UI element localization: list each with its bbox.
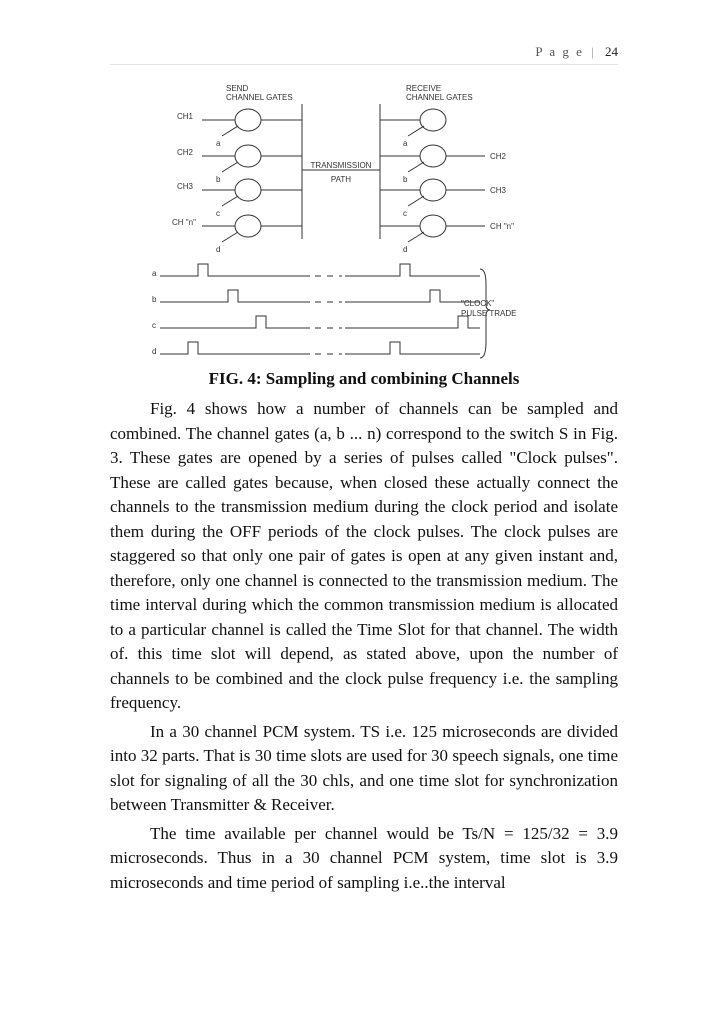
send-gate-a bbox=[235, 109, 261, 131]
right-channel-3: CH3 bbox=[489, 186, 507, 195]
page-label: P a g e bbox=[535, 44, 584, 59]
left-channel-n: CH "n" bbox=[172, 218, 196, 227]
right-channel-n: CH "n" bbox=[490, 222, 514, 231]
gate-letter-b: b bbox=[216, 175, 221, 184]
right-channel-2: CH2 bbox=[489, 152, 507, 161]
receive-gate-a bbox=[420, 109, 446, 131]
receive-gate-b bbox=[420, 145, 446, 167]
transmission-label-2: PATH bbox=[330, 175, 352, 184]
clock-label-1: "CLOCK" bbox=[461, 299, 495, 308]
gate-letter-a: a bbox=[216, 139, 221, 148]
header-rule bbox=[110, 64, 618, 65]
pulse-train-d bbox=[160, 342, 310, 354]
receive-gate-d bbox=[420, 215, 446, 237]
pulse-train-c bbox=[160, 316, 310, 328]
receive-gate-letter-a: a bbox=[403, 139, 408, 148]
gate-letter-c: c bbox=[216, 209, 220, 218]
sampling-diagram bbox=[150, 74, 517, 374]
page-number: 24 bbox=[605, 44, 618, 59]
gate-letter-d: d bbox=[216, 245, 221, 254]
pulse-letter-b: b bbox=[152, 295, 157, 304]
clock-label-2: PULSE TRADE bbox=[461, 309, 517, 318]
receive-gate-letter-d: d bbox=[403, 245, 408, 254]
send-label-2: CHANNEL GATES bbox=[226, 93, 293, 102]
transmission-label-1: TRANSMISSION bbox=[310, 161, 372, 170]
figure-diagram bbox=[150, 74, 517, 374]
receive-gate-letter-b: b bbox=[403, 175, 408, 184]
pulse-letter-a: a bbox=[152, 269, 157, 278]
header-separator: | bbox=[591, 44, 594, 59]
receive-label-2: CHANNEL GATES bbox=[406, 93, 473, 102]
receive-label-1: RECEIVE bbox=[406, 84, 442, 93]
paragraph-2: In a 30 channel PCM system. TS i.e. 125 microseconds are divided into 32 parts. That is 30 time slots are used for 30 speech signals, one time slot for signaling of all the 30 chls, and one time slot for synchronization between Transmitter & Receiver. bbox=[110, 721, 618, 814]
receive-gate-c bbox=[420, 179, 446, 201]
pulse-letter-c: c bbox=[152, 321, 156, 330]
pulse-train-a bbox=[160, 264, 310, 276]
receive-gate-letter-c: c bbox=[403, 209, 407, 218]
left-channel-1: CH1 bbox=[177, 112, 194, 121]
pulse-letter-d: d bbox=[152, 347, 157, 356]
body-text bbox=[110, 397, 618, 899]
send-gate-c bbox=[235, 179, 261, 201]
left-channel-2: CH2 bbox=[177, 148, 194, 157]
figure-caption: FIG. 4: Sampling and combining Channels bbox=[208, 369, 520, 388]
paragraph-1: Fig. 4 shows how a number of channels can be sampled and combined. The channel gates (a, b ... n) correspond to the switch S in Fig. 3. These gates are opened by a series of pulses called "Clock pulses". These are called gates because, when closed these actually connect the channels to the transmission medium during the clock period and isolate them during the OFF periods of the clock pulses. The clock pulses are staggered so that only one pair of gates is open at any given instant and, therefore, only one channel is connected to the transmission medium. The time interval during which the common transmission medium is allocated to a particular channel is called the Time Slot for that channel. The width of. this time slot will depend, as stated above, upon the number of channels to be combined and the clock pulse frequency i.e. the sampling frequency. bbox=[110, 399, 618, 712]
send-gate-b bbox=[235, 145, 261, 167]
pulse-train-b bbox=[160, 290, 310, 302]
paragraph-3: The time available per channel would be Ts/N = 125/32 = 3.9 microseconds. Thus in a 30 channel PCM system, time slot is 3.9 microseconds and time period of sampling i.e..the interval bbox=[110, 823, 618, 892]
send-label-1: SEND bbox=[226, 84, 249, 93]
page-header bbox=[535, 44, 618, 60]
left-channel-3: CH3 bbox=[177, 182, 194, 191]
send-gate-d bbox=[235, 215, 261, 237]
